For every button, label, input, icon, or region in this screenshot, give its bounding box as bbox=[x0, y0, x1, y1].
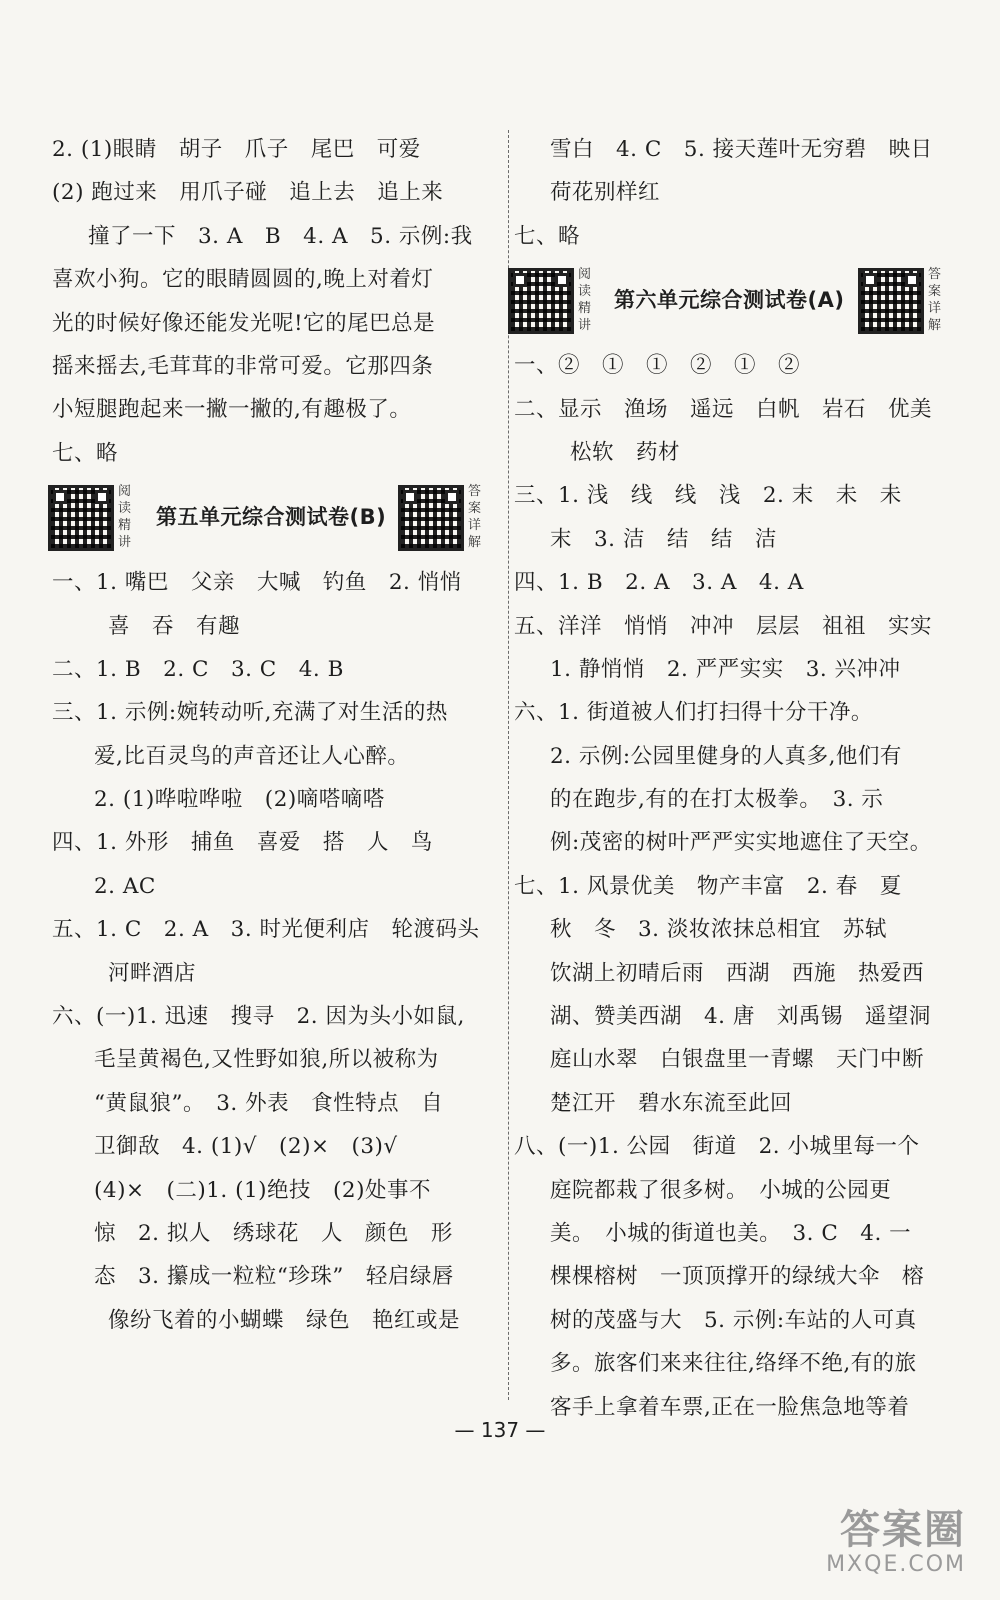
answer-line: 2. (1)哗啦哗啦 (2)嘀嗒嘀嗒 bbox=[94, 787, 385, 813]
answer-line: 河畔酒店 bbox=[108, 960, 197, 986]
answer-line: 2. 示例:公园里健身的人真多,他们有 bbox=[550, 743, 902, 769]
answer-line: 三、1. 浅 线 线 浅 2. 末 未 未 bbox=[514, 483, 902, 509]
answer-line: 松软 药材 bbox=[570, 439, 681, 465]
answer-line: 1. 静悄悄 2. 严严实实 3. 兴冲冲 bbox=[550, 656, 901, 682]
answer-line: 光的时候好像还能发光呢!它的尾巴总是 bbox=[52, 310, 436, 336]
qr-caption: 答案详解 bbox=[928, 267, 942, 334]
answer-line: 雪白 4. C 5. 接天莲叶无穷碧 映日 bbox=[550, 137, 933, 162]
answer-line: 一、② ① ① ② ① ② bbox=[514, 353, 801, 379]
answer-line: 五、1. C 2. A 3. 时光便利店 轮渡码头 bbox=[52, 917, 480, 943]
answer-line: 饮湖上初晴后雨 西湖 西施 热爱西 bbox=[550, 960, 925, 986]
answer-line: 七、略 bbox=[514, 223, 581, 249]
answer-line: 2. (1)眼睛 胡子 爪子 尾巴 可爱 bbox=[52, 137, 421, 162]
answer-line: 七、1. 风景优美 物产丰富 2. 春 夏 bbox=[514, 873, 902, 899]
answer-line: 摇来摇去,毛茸茸的非常可爱。它那四条 bbox=[52, 353, 434, 379]
answer-line: 六、1. 街道被人们打扫得十分干净。 bbox=[514, 700, 873, 726]
answer-line: 撞了一下 3. A B 4. A 5. 示例:我 bbox=[88, 223, 473, 249]
watermark-url: MXQE.COM bbox=[826, 1552, 966, 1577]
answer-line: 秋 冬 3. 淡妆浓抹总相宜 苏轼 bbox=[550, 917, 887, 943]
answer-line: 四、1. B 2. A 3. A 4. A bbox=[514, 570, 804, 596]
qr-code-icon[interactable] bbox=[508, 268, 574, 334]
unit-header bbox=[52, 475, 502, 561]
right-column bbox=[514, 128, 962, 1429]
answer-line: 小短腿跑起来一撇一撇的,有趣极了。 bbox=[52, 397, 412, 423]
answer-line: 棵棵榕树 一顶顶撑开的绿绒大伞 榕 bbox=[550, 1264, 925, 1290]
answer-line: 美。 小城的街道也美。 3. C 4. 一 bbox=[550, 1220, 912, 1246]
answer-line: 喜 吞 有趣 bbox=[108, 613, 241, 639]
answer-line: (4)× (二)1. (1)绝技 (2)处事不 bbox=[94, 1177, 432, 1203]
answer-line: 树的茂盛与大 5. 示例:车站的人可真 bbox=[550, 1307, 917, 1333]
answer-line: 七、略 bbox=[52, 440, 119, 466]
page-number: — 137 — bbox=[454, 1418, 546, 1442]
answer-line: 惊 2. 拟人 绣球花 人 颜色 形 bbox=[94, 1220, 453, 1246]
answer-line: 四、1. 外形 捕鱼 喜爱 搭 人 鸟 bbox=[52, 830, 433, 856]
answer-line: 爱,比百灵鸟的声音还让人心醉。 bbox=[94, 743, 410, 769]
answer-line: 一、1. 嘴巴 父亲 大喊 钓鱼 2. 悄悄 bbox=[52, 570, 462, 596]
answer-line: 二、显示 渔场 遥远 白帆 岩石 优美 bbox=[514, 396, 933, 422]
left-column bbox=[52, 128, 502, 1342]
answer-line: (2) 跑过来 用爪子碰 追上去 追上来 bbox=[52, 180, 444, 206]
watermark-mark: 答案圈 bbox=[840, 1507, 966, 1553]
answer-line: 湖、赞美西湖 4. 唐 刘禹锡 遥望洞 bbox=[550, 1004, 931, 1030]
answer-line: 荷花别样红 bbox=[550, 180, 661, 206]
answer-line: 态 3. 攥成一粒粒“珍珠” 轻启绿唇 bbox=[94, 1264, 454, 1290]
answer-line: 毛呈黄褐色,又性野如狼,所以被称为 bbox=[94, 1047, 439, 1073]
qr-code-icon[interactable] bbox=[398, 485, 464, 551]
answer-line: 喜欢小狗。它的眼睛圆圆的,晚上对着灯 bbox=[52, 267, 434, 293]
answer-line: 庭山水翠 白银盘里一青螺 天门中断 bbox=[550, 1047, 925, 1073]
answer-line: 例:茂密的树叶严严实实地遮住了天空。 bbox=[550, 830, 932, 856]
answer-line: 楚江开 碧水东流至此回 bbox=[550, 1090, 793, 1116]
qr-code-icon[interactable] bbox=[858, 268, 924, 334]
qr-caption: 答案详解 bbox=[468, 484, 482, 551]
qr-caption: 阅读精讲 bbox=[118, 484, 132, 551]
unit-header bbox=[514, 258, 962, 344]
answer-line: 五、洋洋 悄悄 冲冲 层层 祖祖 实实 bbox=[514, 613, 933, 639]
answer-line: 三、1. 示例:婉转动听,充满了对生活的热 bbox=[52, 700, 448, 726]
answer-line: “黄鼠狼”。 3. 外表 食性特点 自 bbox=[94, 1090, 444, 1116]
answer-line: 末 3. 洁 结 结 洁 bbox=[550, 526, 777, 552]
answer-line: 六、(一)1. 迅速 搜寻 2. 因为头小如鼠, bbox=[52, 1004, 465, 1030]
unit-title: 第六单元综合测试卷(A) bbox=[614, 288, 845, 313]
qr-caption: 阅读精讲 bbox=[578, 267, 592, 334]
answer-line: 卫御敌 4. (1)√ (2)× (3)√ bbox=[94, 1134, 398, 1160]
answer-line: 八、(一)1. 公园 街道 2. 小城里每一个 bbox=[514, 1134, 920, 1160]
answer-line: 客手上拿着车票,正在一脸焦急地等着 bbox=[550, 1394, 910, 1420]
qr-code-icon[interactable] bbox=[48, 485, 114, 551]
answer-line: 庭院都栽了很多树。 小城的公园更 bbox=[550, 1177, 892, 1203]
unit-title: 第五单元综合测试卷(B) bbox=[156, 505, 387, 530]
answer-line: 多。旅客们来来往往,络绎不绝,有的旅 bbox=[550, 1351, 917, 1377]
watermark-logo bbox=[826, 1508, 966, 1577]
answer-line: 的在跑步,有的在打太极拳。 3. 示 bbox=[550, 787, 884, 813]
answer-line: 像纷飞着的小蝴蝶 绿色 艳红或是 bbox=[108, 1307, 461, 1333]
answer-line: 二、1. B 2. C 3. C 4. B bbox=[52, 656, 344, 682]
answer-line: 2. AC bbox=[94, 873, 156, 899]
